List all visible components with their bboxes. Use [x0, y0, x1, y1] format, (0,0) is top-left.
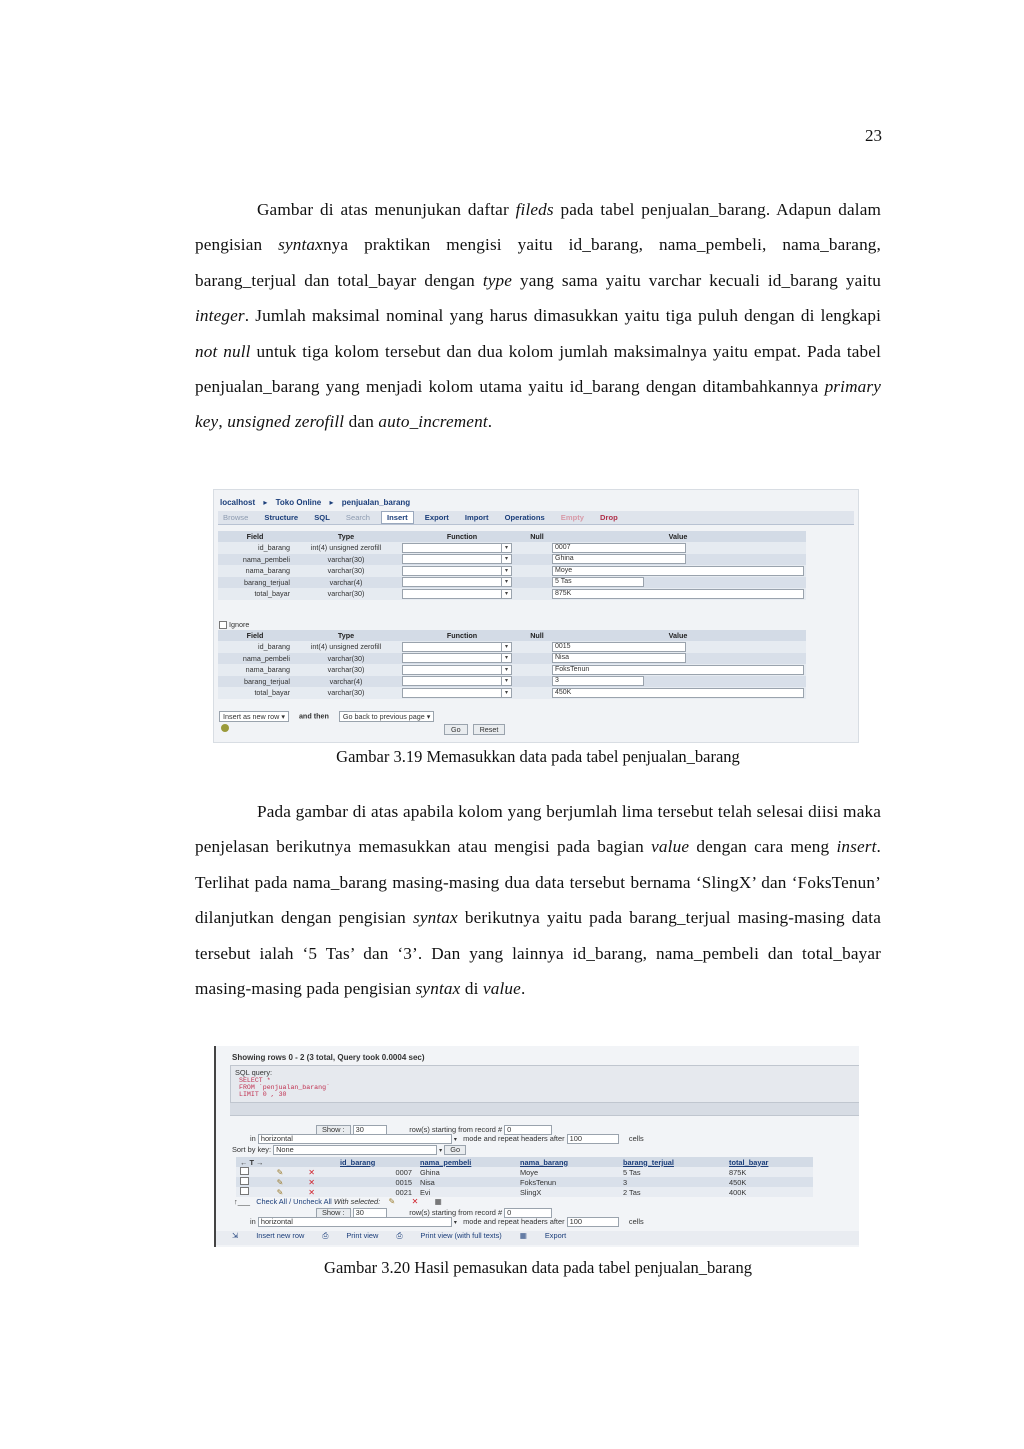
mode-text: mode and repeat headers after [463, 1134, 565, 1143]
page-number: 23 [865, 126, 882, 145]
function-select[interactable] [402, 642, 512, 652]
field-type: varchar(30) [292, 554, 400, 566]
function-cell [400, 588, 524, 600]
mode-row-bottom [250, 1217, 644, 1227]
reset-button[interactable]: Reset [473, 724, 506, 735]
ignore-option[interactable] [219, 620, 249, 629]
sql-query-toolbar [230, 1102, 859, 1115]
table-cell: 450K [725, 1177, 813, 1187]
sort-go-button[interactable]: Go [444, 1145, 466, 1155]
insert-new-row-link[interactable]: ⇲ Insert new row [232, 1231, 305, 1240]
text-run: . Jumlah maksimal nominal yang harus dimasukkan yaitu tiga puluh dengan di lengkapi [244, 306, 881, 326]
globe-icon [221, 724, 229, 732]
null-cell [524, 565, 550, 577]
chevron-down-icon: ▾ [439, 1148, 443, 1154]
chevron-down-icon: ▾ [501, 689, 511, 697]
edit-cell [273, 1167, 305, 1177]
col-id-barang[interactable]: id_barang [336, 1157, 416, 1167]
table-cell: 0015 [336, 1177, 416, 1187]
paragraph-2 [195, 794, 881, 1006]
figure-3-19-insert-screenshot [213, 489, 859, 743]
after-action-value: Go back to previous page [342, 712, 425, 721]
col-function: Function [400, 531, 524, 542]
query-status: Showing rows 0 - 2 (3 total, Query took 0.0004 sec) [232, 1053, 425, 1062]
function-cell [400, 554, 524, 566]
row-checkbox[interactable] [240, 1167, 249, 1175]
italic-term: value [651, 837, 690, 857]
function-cell [400, 664, 524, 676]
export-link[interactable]: ▦ Export [519, 1231, 567, 1240]
chevron-down-icon: ▾ [501, 666, 511, 674]
in-label: in [250, 1134, 256, 1143]
function-cell [400, 542, 524, 554]
function-cell [400, 676, 524, 688]
browse-footer [216, 1231, 859, 1245]
value-cell [550, 664, 806, 676]
tab-insert[interactable]: Insert [381, 511, 414, 524]
text-run: yang sama yaitu varchar kecuali id_barang yaitu [512, 270, 881, 290]
table-cell: 0007 [336, 1167, 416, 1177]
mode-value: horizontal [260, 1217, 293, 1227]
start-record-input[interactable]: 0 [504, 1208, 552, 1218]
field-row [218, 664, 806, 676]
value-cell [550, 565, 806, 577]
export-icon[interactable]: ▦ [434, 1197, 442, 1206]
function-cell [400, 565, 524, 577]
null-cell [524, 664, 550, 676]
insert-new-row-label: Insert new row [256, 1231, 305, 1240]
tab-bar [218, 511, 854, 525]
table-cell: Nisa [416, 1177, 516, 1187]
value-cell [550, 676, 806, 688]
field-type: varchar(30) [292, 565, 400, 577]
field-name: nama_pembeli [218, 653, 292, 665]
field-row [218, 565, 806, 577]
function-select[interactable] [402, 676, 512, 686]
field-type: varchar(30) [292, 664, 400, 676]
field-row [218, 542, 806, 554]
col-field: Field [218, 531, 292, 542]
table-cell: 3 [619, 1177, 725, 1187]
chevron-down-icon: ▾ [501, 677, 511, 685]
field-name: nama_pembeli [218, 554, 292, 566]
field-name: total_bayar [218, 687, 292, 699]
chevron-down-icon: ▾ [501, 654, 511, 662]
field-type: int(4) unsigned zerofill [292, 542, 400, 554]
col-null: Null [524, 630, 550, 641]
print-view-full-link[interactable]: ⎙ Print view (with full texts) [396, 1231, 502, 1240]
tab-import[interactable]: Import [464, 513, 489, 522]
chevron-down-icon: ▾ [501, 578, 511, 586]
tab-empty[interactable]: Empty [560, 513, 584, 522]
breadcrumb [220, 498, 416, 507]
field-name: nama_barang [218, 664, 292, 676]
mode-text: mode and repeat headers after [463, 1217, 565, 1226]
value-cell [550, 641, 806, 653]
null-cell [524, 542, 550, 554]
ignore-label: Ignore [229, 620, 250, 629]
figure-3-19-caption: Gambar 3.19 Memasukkan data pada tabel penjualan_barang [336, 747, 740, 766]
col-nama-pembeli[interactable]: nama_pembeli [416, 1157, 516, 1167]
sql-query-code: SELECT * FROM `penjualan_barang` LIMIT 0 , 30 [239, 1077, 331, 1098]
text-run: . [520, 979, 526, 999]
sort-value: None [276, 1145, 294, 1155]
delete-icon[interactable]: ✕ [308, 1187, 315, 1197]
italic-term: syntax [412, 908, 458, 928]
mode-select[interactable] [258, 1217, 452, 1227]
value-input[interactable]: Ghina [552, 554, 686, 564]
print-view-label: Print view [346, 1231, 379, 1240]
value-input[interactable]: 0015 [552, 642, 686, 652]
italic-term: fileds [515, 200, 554, 219]
value-cell [550, 653, 806, 665]
after-action-select[interactable]: Go back to previous page ▾ [339, 711, 435, 722]
text-run: , [218, 412, 228, 432]
delete-cell [304, 1177, 336, 1187]
show-button[interactable]: Show : [316, 1125, 351, 1135]
insert-table-2 [218, 630, 806, 699]
print-view-link[interactable]: ⎙ Print view [322, 1231, 379, 1240]
mode-row-top [250, 1134, 644, 1144]
starting-text: row(s) starting from record # [409, 1208, 503, 1217]
table-cell: 5 Tas [619, 1167, 725, 1177]
go-button[interactable]: Go [444, 724, 468, 735]
null-cell [524, 687, 550, 699]
row-select-cell [236, 1167, 273, 1177]
text-run: . Terlihat pada nama_barang masing-masing dua data tersebut bernama ‘SlingX’ dan ‘FoksTenun’ dilanjutkan dengan pengisian [195, 837, 881, 928]
field-row [218, 653, 806, 665]
field-type: varchar(4) [292, 676, 400, 688]
table-cell: Ghina [416, 1167, 516, 1177]
function-cell [400, 641, 524, 653]
paragraph-1-text [195, 200, 881, 431]
export-label: Export [544, 1231, 567, 1240]
field-type: varchar(30) [292, 653, 400, 665]
function-select[interactable] [402, 665, 512, 675]
text-run: nya praktikan mengisi yaitu id_barang, nama_pembeli, nama_barang, barang_terjual dan total_bayar dengan [195, 235, 882, 290]
paragraph-1 [195, 192, 881, 440]
breadcrumb-database[interactable]: Toko Online [275, 498, 322, 507]
edit-icon[interactable]: ✎ [276, 1167, 284, 1177]
italic-term: syntax [415, 979, 461, 999]
text-run: Pada gambar di atas apabila kolom yang berjumlah lima tersebut telah selesai diisi maka penjelasan berikutnya memasukkan atau mengisi pada bagian [195, 802, 881, 857]
function-select[interactable] [402, 653, 512, 663]
mode-select[interactable] [258, 1134, 452, 1144]
function-cell [400, 687, 524, 699]
chevron-down-icon: ▾ [501, 544, 511, 552]
table-cell: SlingX [516, 1187, 619, 1197]
field-type: varchar(30) [292, 687, 400, 699]
col-total-bayar[interactable]: total_bayar [725, 1157, 813, 1167]
row-select-cell [236, 1177, 273, 1187]
insert-mode-select[interactable]: Insert as new row ▾ [219, 711, 289, 722]
null-cell [524, 641, 550, 653]
col-barang-terjual[interactable]: barang_terjual [619, 1157, 725, 1167]
paragraph-2-text [195, 802, 881, 998]
field-row [218, 577, 806, 589]
edit-icon[interactable]: ✎ [276, 1177, 284, 1187]
null-cell [524, 653, 550, 665]
function-select[interactable] [402, 589, 512, 599]
insert-options [219, 711, 434, 722]
starting-text: row(s) starting from record # [409, 1125, 503, 1134]
field-name: barang_terjual [218, 676, 292, 688]
text-run: dengan cara meng [689, 837, 837, 857]
value-cell [550, 577, 806, 589]
edit-cell [273, 1177, 305, 1187]
col-value: Value [550, 630, 806, 641]
italic-term: insert [836, 837, 877, 857]
table-cell: 400K [725, 1187, 813, 1197]
field-row [218, 687, 806, 699]
tab-sql[interactable]: SQL [314, 513, 330, 522]
function-select[interactable] [402, 543, 512, 553]
sort-label: Sort by key: [232, 1145, 272, 1154]
check-all-link[interactable]: Check All / Uncheck All [256, 1197, 332, 1206]
insert-table-1 [218, 531, 806, 600]
row-checkbox[interactable] [240, 1187, 249, 1195]
edit-icon[interactable]: ✎ [388, 1197, 396, 1206]
italic-term: value [482, 979, 521, 999]
delete-icon[interactable]: ✕ [411, 1197, 419, 1206]
value-cell [550, 687, 806, 699]
value-cell [550, 588, 806, 600]
field-name: barang_terjual [218, 577, 292, 589]
chevron-down-icon: ▾ [501, 643, 511, 651]
show-button[interactable]: Show : [316, 1208, 351, 1218]
table-cell: 875K [725, 1167, 813, 1177]
tab-operations[interactable]: Operations [504, 513, 545, 522]
text-run: di [460, 979, 483, 999]
italic-term: primary key [195, 377, 881, 432]
sort-row [232, 1145, 466, 1155]
with-selected-label: With selected: [333, 1197, 381, 1206]
delete-icon[interactable]: ✕ [308, 1167, 315, 1177]
breadcrumb-separator: ▸ [263, 498, 268, 507]
value-input[interactable]: 450K [552, 688, 804, 698]
italic-term: integer [195, 306, 245, 326]
text-run: . [487, 412, 493, 432]
breadcrumb-server[interactable]: localhost [220, 498, 256, 507]
form-buttons [444, 724, 508, 735]
null-cell [524, 554, 550, 566]
null-cell [524, 676, 550, 688]
col-value: Value [550, 531, 806, 542]
tab-structure[interactable]: Structure [264, 513, 299, 522]
breadcrumb-table[interactable]: penjualan_barang [341, 498, 411, 507]
print-view-full-label: Print view (with full texts) [420, 1231, 502, 1240]
function-select[interactable] [402, 688, 512, 698]
row-select-cell [236, 1187, 273, 1197]
tab-browse[interactable]: Browse [223, 513, 249, 522]
cells-text: cells [628, 1134, 644, 1143]
sql-query-label: SQL query: [235, 1068, 273, 1077]
tab-export[interactable]: Export [424, 513, 449, 522]
field-row [218, 588, 806, 600]
rows-input[interactable]: 30 [353, 1125, 387, 1135]
chevron-down-icon: ▾ [453, 1220, 457, 1226]
function-cell [400, 577, 524, 589]
edit-icon[interactable]: ✎ [276, 1187, 284, 1197]
italic-term: auto_increment [378, 412, 488, 432]
col-type: Type [292, 630, 400, 641]
check-all-row [234, 1197, 442, 1206]
col-type: Type [292, 531, 400, 542]
function-select[interactable] [402, 566, 512, 576]
ignore-checkbox[interactable] [219, 621, 227, 629]
in-label: in [250, 1217, 256, 1226]
italic-term: unsigned zerofill [227, 412, 345, 432]
and-then-label: and then [298, 711, 329, 721]
delete-cell [304, 1187, 336, 1197]
text-run: pada tabel penjualan_barang. Adapun dalam pengisian [195, 200, 881, 255]
header-arrows: ← T → [236, 1157, 336, 1167]
tab-drop[interactable]: Drop [600, 513, 618, 522]
value-cell [550, 554, 806, 566]
table-cell: 2 Tas [619, 1187, 725, 1197]
table-cell: 0021 [336, 1187, 416, 1197]
rows-input[interactable]: 30 [353, 1208, 387, 1218]
function-select[interactable] [402, 554, 512, 564]
text-run: dan [344, 412, 379, 432]
results-table [236, 1157, 813, 1197]
delete-icon[interactable]: ✕ [308, 1177, 315, 1187]
start-record-input[interactable]: 0 [504, 1125, 552, 1135]
breadcrumb-separator: ▸ [329, 498, 334, 507]
italic-term: type [482, 270, 513, 290]
value-input[interactable]: 3 [552, 676, 644, 686]
field-name: nama_barang [218, 565, 292, 577]
field-type: int(4) unsigned zerofill [292, 641, 400, 653]
value-input[interactable]: FoksTenun [552, 665, 804, 675]
repeat-input[interactable]: 100 [567, 1217, 619, 1227]
col-null: Null [524, 531, 550, 542]
field-row [218, 676, 806, 688]
figure-3-20-browse-screenshot [214, 1046, 859, 1247]
sort-select[interactable] [273, 1145, 437, 1155]
chevron-down-icon: ▾ [501, 555, 511, 563]
tab-search[interactable]: Search [345, 513, 370, 522]
field-name: id_barang [218, 542, 292, 554]
italic-term: not null [195, 341, 251, 361]
value-cell [550, 542, 806, 554]
value-input[interactable]: Nisa [552, 653, 686, 663]
figure-3-20-caption: Gambar 3.20 Hasil pemasukan data pada tabel penjualan_barang [324, 1258, 752, 1277]
edit-cell [273, 1187, 305, 1197]
chevron-down-icon: ▾ [501, 590, 511, 598]
value-input[interactable]: 5 Tas [552, 577, 644, 587]
null-cell [524, 588, 550, 600]
delete-cell [304, 1167, 336, 1177]
text-run: berikutnya yaitu pada barang_terjual masing-masing data tersebut ialah ‘5 Tas’ dan ‘3’. Dan yang lainnya id_barang, nama_pembeli dan total_bayar masing-masing pada pengisian [195, 908, 881, 999]
chevron-down-icon: ▾ [453, 1137, 457, 1143]
text-run: untuk tiga kolom tersebut dan dua kolom jumlah maksimalnya yaitu empat. Pada tabel penjualan_barang yang menjadi kolom utama yaitu id_barang dengan ditambahkannya [195, 341, 881, 397]
repeat-input[interactable]: 100 [567, 1134, 619, 1144]
table-cell: Moye [516, 1167, 619, 1177]
table-row [236, 1177, 813, 1187]
value-input[interactable]: 0007 [552, 543, 686, 553]
cells-text: cells [628, 1217, 644, 1226]
text-run: Gambar di atas menunjukan daftar [257, 200, 516, 219]
value-input[interactable]: 875K [552, 589, 804, 599]
field-row [218, 641, 806, 653]
italic-term: syntax [278, 235, 323, 255]
field-name: id_barang [218, 641, 292, 653]
row-checkbox[interactable] [240, 1177, 249, 1185]
function-cell [400, 653, 524, 665]
field-type: varchar(4) [292, 577, 400, 589]
col-field: Field [218, 630, 292, 641]
col-nama-barang[interactable]: nama_barang [516, 1157, 619, 1167]
field-row [218, 554, 806, 566]
table-cell: Evi [416, 1187, 516, 1197]
mode-value: horizontal [260, 1134, 293, 1144]
col-function: Function [400, 630, 524, 641]
chevron-down-icon: ▾ [501, 567, 511, 575]
field-name: total_bayar [218, 588, 292, 600]
table-row [236, 1187, 813, 1197]
value-input[interactable]: Moye [552, 566, 804, 576]
field-type: varchar(30) [292, 588, 400, 600]
function-select[interactable] [402, 577, 512, 587]
table-cell: FoksTenun [516, 1177, 619, 1187]
table-row [236, 1167, 813, 1177]
insert-mode-value: Insert as new row [223, 712, 280, 721]
null-cell [524, 577, 550, 589]
arrow-up-icon: ↑___ [234, 1197, 251, 1206]
